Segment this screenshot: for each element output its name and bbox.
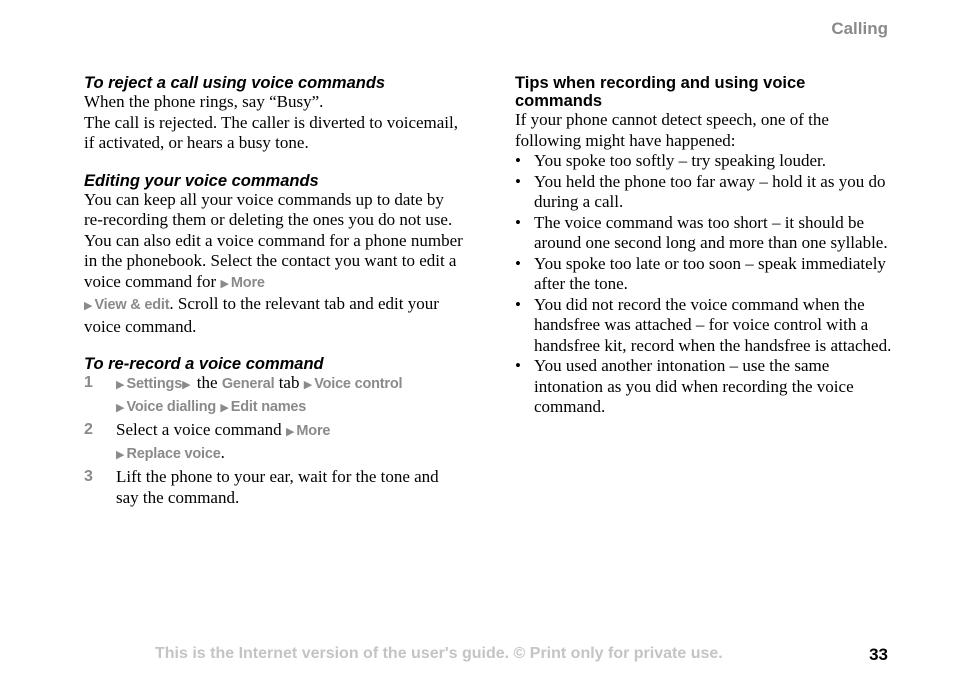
menu-settings: Settings bbox=[126, 376, 183, 392]
menu-arrow-icon: ▶ bbox=[285, 426, 295, 438]
footer-notice: This is the Internet version of the user's guide. © Print only for private use. bbox=[155, 645, 723, 662]
running-header: Calling bbox=[831, 19, 888, 38]
tips-list bbox=[515, 151, 895, 418]
tip-text: You used another intonation – use the same intonation as you did when recording the voice command. bbox=[534, 356, 854, 416]
menu-edit-names: Edit names bbox=[230, 398, 307, 415]
section-editing bbox=[84, 172, 464, 338]
bullet-icon: • bbox=[515, 171, 521, 191]
menu-arrow-icon: ▶ bbox=[116, 401, 125, 414]
tips-list-item bbox=[515, 151, 895, 172]
reject-call-p2: The call is rejected. The caller is diverted to voicemail, if activated, or hears a busy tone. bbox=[84, 112, 458, 152]
section-tips bbox=[515, 74, 895, 418]
editing-text-2: . Scroll to the relevant tab and edit your voice command. bbox=[84, 294, 439, 336]
editing-text-1: You can keep all your voice commands up to date by re-recording them or deleting the ones you do not use. You can also edit a voice command for a phone number in the phonebook. Select the contact you want to edit a voice command for bbox=[84, 189, 463, 291]
rerecord-heading: To re-record a voice command bbox=[84, 355, 324, 373]
step-number: 2 bbox=[84, 421, 93, 438]
step-2 bbox=[84, 420, 464, 465]
bullet-icon: • bbox=[515, 356, 521, 375]
editing-heading: Editing your voice commands bbox=[84, 171, 319, 190]
step-number: 1 bbox=[84, 374, 93, 391]
left-column bbox=[84, 74, 464, 526]
section-reject-call bbox=[84, 74, 464, 154]
menu-general: General bbox=[221, 376, 275, 392]
step-text: tab bbox=[274, 373, 304, 392]
page-number: 33 bbox=[869, 645, 888, 664]
rerecord-steps bbox=[84, 373, 464, 508]
bullet-icon: • bbox=[515, 294, 521, 314]
tip-text: The voice command was too short – it should be around one second long and more than one syllable. bbox=[534, 212, 888, 252]
menu-arrow-icon: ▶ bbox=[116, 379, 125, 391]
bullet-icon: • bbox=[515, 151, 521, 170]
menu-voice-dialling: Voice dialling bbox=[126, 398, 217, 415]
reject-call-heading: To reject a call using voice commands bbox=[84, 74, 386, 92]
menu-arrow-icon: ▶ bbox=[303, 379, 313, 391]
editing-paragraph bbox=[84, 190, 464, 338]
tips-heading: Tips when recording and using voice commands bbox=[515, 74, 806, 110]
menu-arrow-icon: ▶ bbox=[116, 448, 125, 461]
step-text: Lift the phone to your ear, wait for the tone and say the command. bbox=[116, 467, 439, 507]
reject-call-p1: When the phone rings, say “Busy”. bbox=[84, 92, 324, 111]
menu-more: More bbox=[296, 423, 331, 439]
tips-list-item bbox=[515, 172, 895, 213]
menu-voice-control: Voice control bbox=[314, 376, 403, 392]
section-rerecord bbox=[84, 355, 464, 508]
menu-view-edit: View & edit bbox=[94, 297, 170, 313]
tips-list-item bbox=[515, 295, 895, 357]
step-text: . bbox=[220, 442, 225, 462]
menu-arrow-icon: ▶ bbox=[220, 401, 229, 414]
tips-list-item bbox=[515, 213, 895, 254]
tips-list-item bbox=[515, 356, 895, 418]
menu-arrow-icon: ▶ bbox=[182, 379, 191, 391]
right-column bbox=[515, 74, 895, 436]
menu-more: More bbox=[230, 274, 265, 291]
menu-replace-voice: Replace voice bbox=[126, 445, 221, 462]
step-1 bbox=[84, 373, 464, 418]
tip-text: You spoke too late or too soon – speak immediately after the tone. bbox=[534, 253, 886, 293]
tip-text: You spoke too softly – try speaking louder. bbox=[534, 151, 826, 170]
step-number: 3 bbox=[84, 468, 93, 485]
tip-text: You did not record the voice command when the handsfree was attached – for voice control with a handsfree kit, record when the handsfree is attached. bbox=[534, 294, 892, 355]
step-text: Select a voice command bbox=[116, 420, 286, 439]
bullet-icon: • bbox=[515, 253, 521, 273]
step-3 bbox=[84, 467, 464, 508]
menu-arrow-icon: ▶ bbox=[220, 277, 229, 290]
step-text: the bbox=[192, 373, 222, 392]
menu-arrow-icon: ▶ bbox=[84, 300, 93, 312]
tip-text: You held the phone too far away – hold it as you do during a call. bbox=[534, 171, 886, 211]
bullet-icon: • bbox=[515, 212, 521, 232]
tips-intro: If your phone cannot detect speech, one of the following might have happened: bbox=[515, 110, 829, 150]
tips-list-item bbox=[515, 254, 895, 295]
